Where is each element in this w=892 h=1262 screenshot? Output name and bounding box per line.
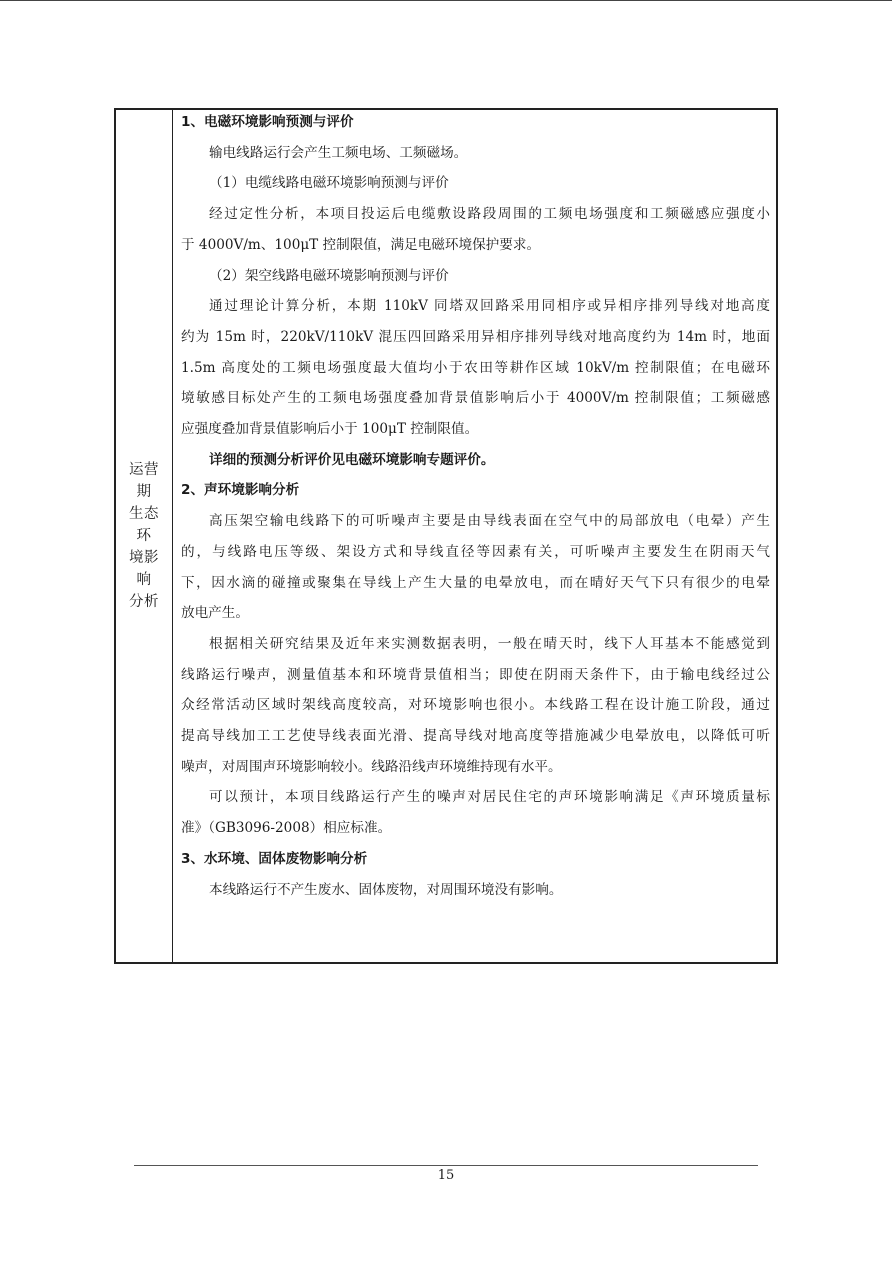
- paragraph-line: 根据相关研究结果及近年来实测数据表明，一般在晴天时，线下人耳基本不能感觉到: [209, 635, 770, 652]
- paragraph-line: 下，因水滴的碰撞或聚集在导线上产生大量的电晕放电，而在晴好天气下只有很少的电晕: [181, 574, 770, 591]
- paragraph-line: 于 4000V/m、100μT 控制限值，满足电磁环境保护要求。: [181, 236, 541, 253]
- paragraph-line: 高压架空输电线路下的可听噪声主要是由导线表面在空气中的局部放电（电晕）产生: [209, 513, 770, 530]
- paragraph-line: 放电产生。: [181, 605, 249, 622]
- paragraph-line: 1.5m 高度处的工频电场强度最大值均小于农田等耕作区域 10kV/m 控制限值；在电磁环: [181, 359, 770, 376]
- paragraph-line: （1）电缆线路电磁环境影响预测与评价: [209, 175, 449, 192]
- assessment-table: [114, 108, 778, 964]
- paragraph-line: 众经常活动区域时架线高度较高，对环境影响也很小。本线路工程在设计施工阶段，通过: [181, 697, 770, 714]
- column-divider: [172, 110, 173, 962]
- section-heading: 详细的预测分析评价见电磁环境影响专题评价。: [209, 451, 495, 468]
- paragraph-line: （2）架空线路电磁环境影响预测与评价: [209, 267, 449, 284]
- row-label-line: 生态环: [129, 506, 159, 544]
- paragraph-line: 的，与线路电压等级、架设方式和导线直径等因素有关，可听噪声主要发生在阴雨天气: [181, 543, 770, 560]
- row-label-line: 境影响: [129, 550, 159, 588]
- top-border-line: [0, 0, 892, 1]
- section-heading: 2、声环境影响分析: [181, 482, 300, 499]
- paragraph-line: 提高导线加工工艺使导线表面光滑、提高导线对地高度等措施减少电晕放电，以降低可听: [181, 728, 770, 744]
- section-heading: 3、水环境、固体废物影响分析: [181, 850, 368, 867]
- row-label: [122, 459, 166, 613]
- paragraph-line: 准》（GB3096-2008）相应标准。: [181, 820, 392, 837]
- row-label-line: 运营期: [129, 462, 159, 500]
- paragraph-line: 本线路运行不产生废水、固体废物，对周围环境没有影响。: [209, 881, 563, 898]
- row-label-cell: [116, 110, 172, 962]
- row-label-line: 分析: [129, 594, 159, 610]
- paragraph-line: 经过定性分析，本项目投运后电缆敷设路段周围的工频电场强度和工频磁感应强度小: [209, 206, 770, 223]
- paragraph-line: 噪声，对周围声环境影响较小。线路沿线声环境维持现有水平。: [181, 758, 562, 775]
- paragraph-line: 输电线路运行会产生工频电场、工频磁场。: [209, 144, 468, 161]
- paragraph-line: 约为 15m 时，220kV/110kV 混压四回路采用异相序排列导线对地高度约为 14m 时，地面: [181, 328, 770, 345]
- section-heading: 1、电磁环境影响预测与评价: [181, 114, 354, 130]
- paragraph-line: 通过理论计算分析，本期 110kV 同塔双回路采用同相序或异相序排列导线对地高度: [209, 298, 770, 315]
- paragraph-line: 线路运行噪声，测量值基本和环境背景值相当；即使在阴雨天条件下，由于输电线经过公: [181, 666, 770, 683]
- paragraph-line: 应强度叠加背景值影响后小于 100μT 控制限值。: [181, 421, 479, 437]
- paragraph-line: 可以预计，本项目线路运行产生的噪声对居民住宅的声环境影响满足《声环境质量标: [209, 789, 770, 806]
- paragraph-line: 境敏感目标处产生的工频电场强度叠加背景值影响后小于 4000V/m 控制限值；工频磁感: [181, 390, 770, 407]
- page-number: 15: [437, 1168, 455, 1183]
